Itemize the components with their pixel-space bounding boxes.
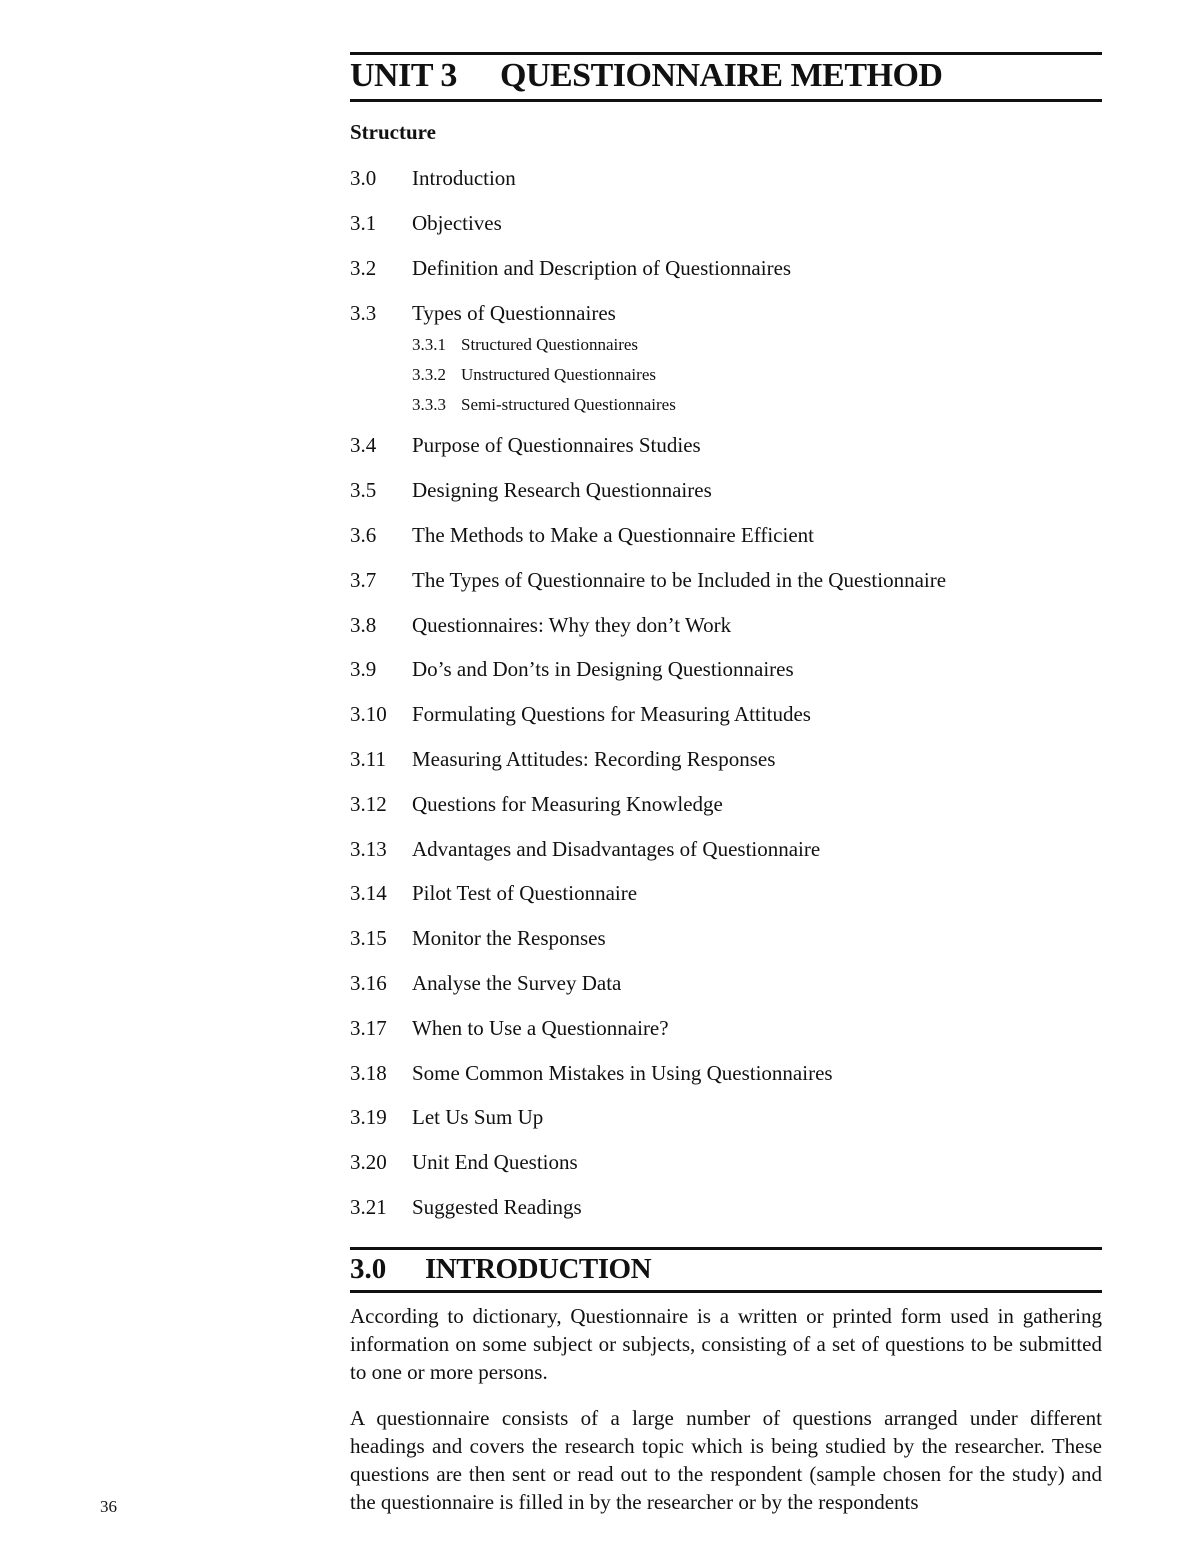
unit-number: UNIT 3	[350, 57, 457, 94]
structure-heading: Structure	[350, 120, 436, 144]
section-title: INTRODUCTION	[425, 1253, 652, 1285]
page-number: 36	[100, 1497, 117, 1516]
section-number: 3.0	[350, 1253, 387, 1285]
section-header	[350, 1247, 1102, 1293]
unit-title: QUESTIONNAIRE METHOD	[500, 57, 943, 94]
unit-header	[350, 52, 1102, 102]
paragraph: A questionnaire consists of a large number of questions arranged under different headings and covers the research topic which is being studied by the researcher. These questions are then sent or read out to the respondent (sample chosen for the study) and the questionnaire is filled in by the researcher or by the respondents	[350, 1406, 1102, 1514]
paragraph: According to dictionary, Questionnaire is a written or printed form used in gathering information on some subject or subjects, consisting of a set of questions to be submitted to one or more persons.	[350, 1304, 1102, 1384]
